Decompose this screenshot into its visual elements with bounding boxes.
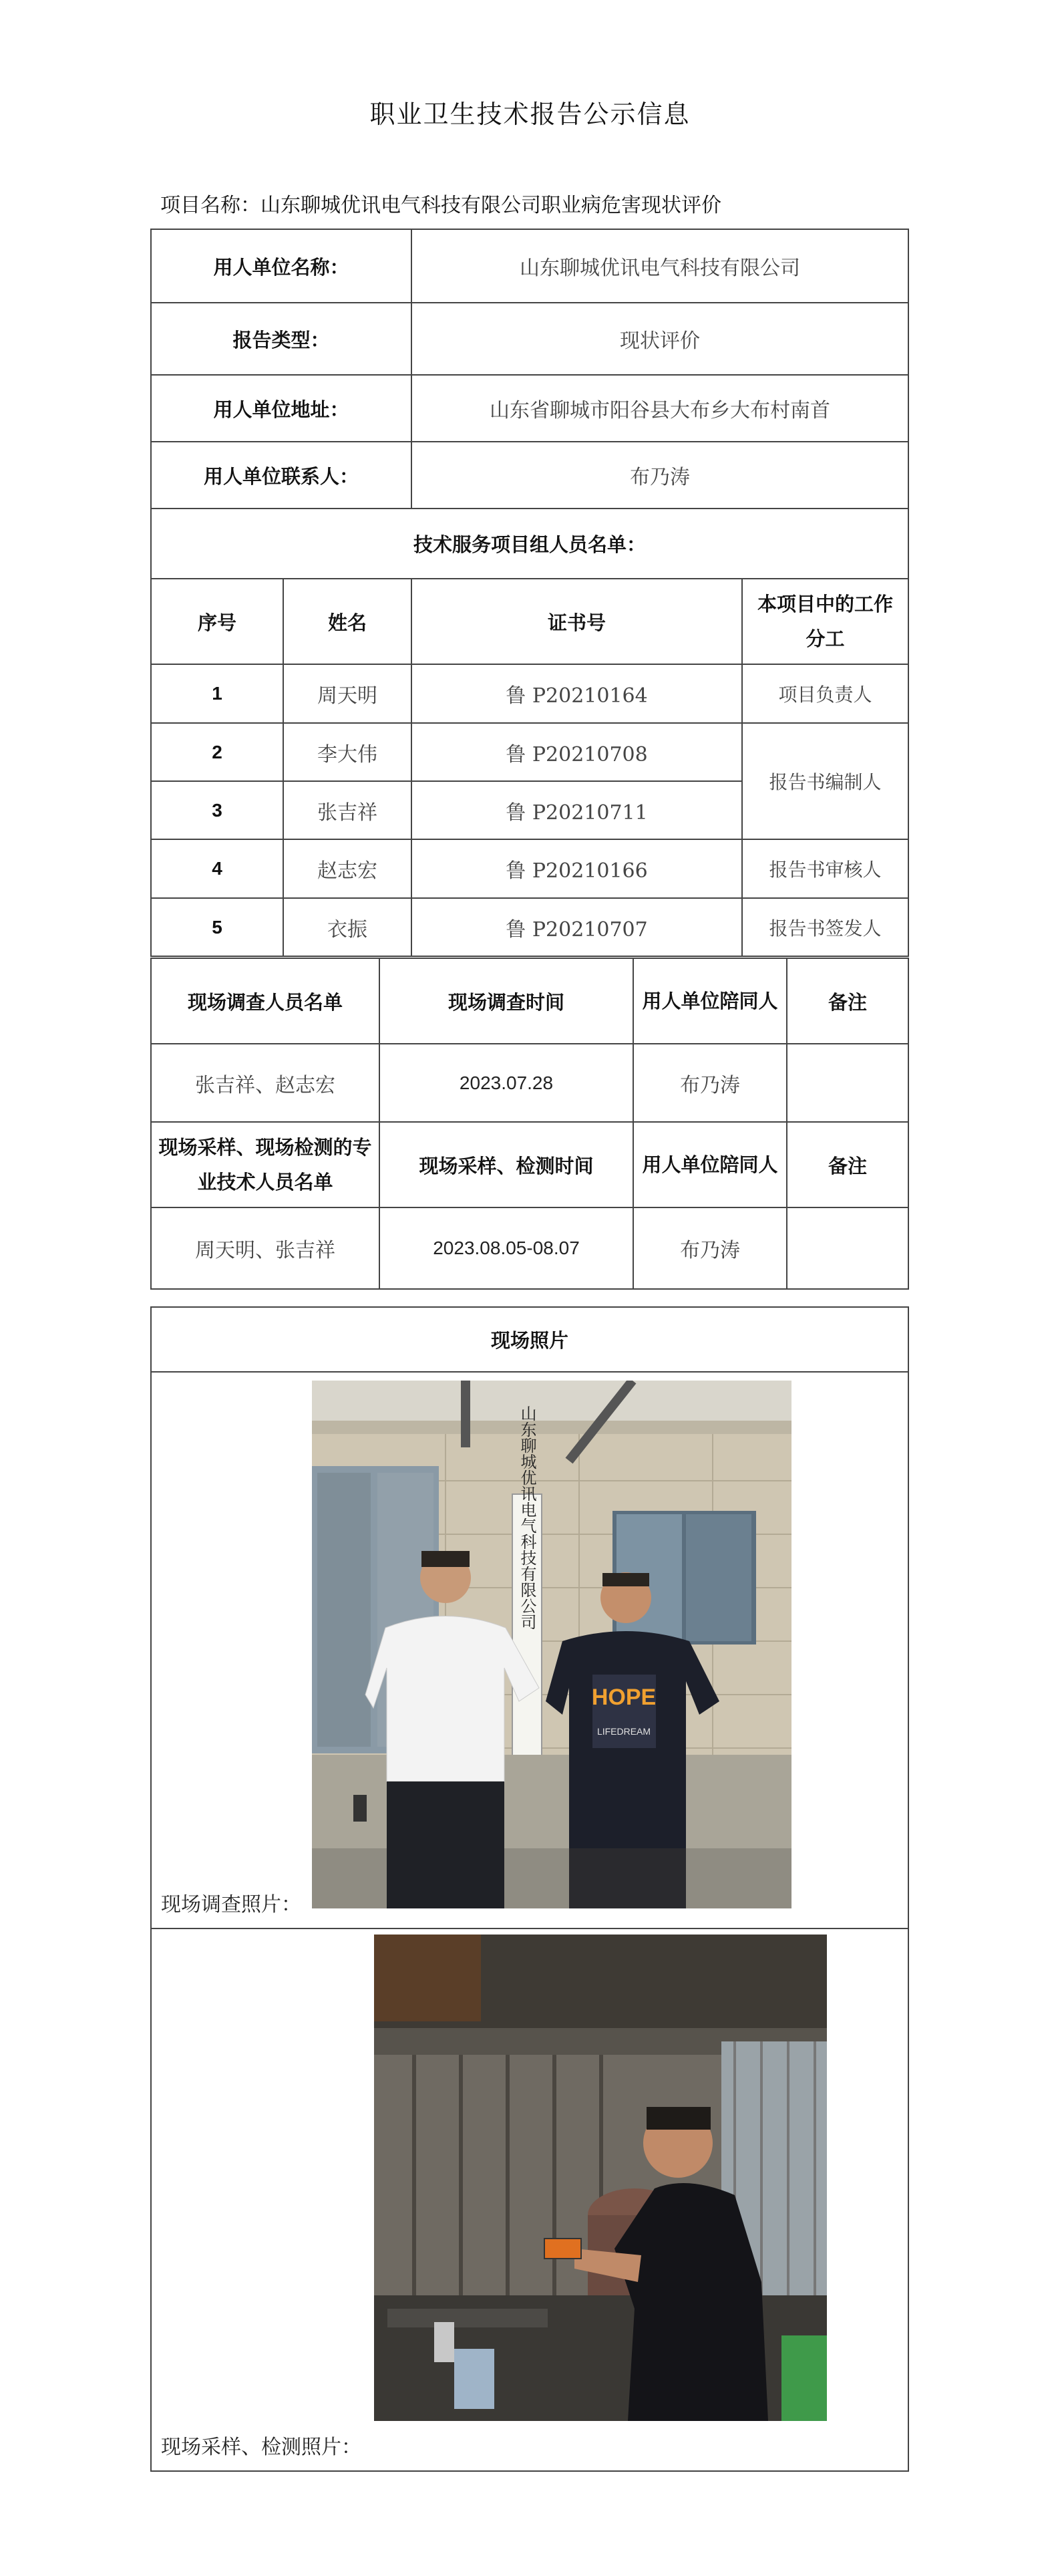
survey-header-time: 现场调查时间	[379, 958, 633, 1044]
table-row	[151, 898, 908, 956]
row-cert: 鲁 P20210708	[411, 723, 742, 781]
contact-label: 用人单位联系人：	[151, 442, 411, 509]
sampling-time: 2023.08.05-08.07	[379, 1207, 633, 1289]
sampling-people: 周天明、张吉祥	[151, 1207, 379, 1289]
sampling-note	[787, 1207, 908, 1289]
survey-escort: 布乃涛	[633, 1044, 787, 1122]
survey-header-row	[151, 958, 908, 1044]
page-title: 职业卫生技术报告公示信息	[369, 100, 691, 129]
survey-time: 2023.07.28	[379, 1044, 633, 1122]
row-role: 报告书签发人	[742, 898, 908, 956]
photo-heading: 现场照片	[151, 1307, 908, 1372]
sampling-header-note: 备注	[787, 1122, 908, 1207]
address-value: 山东省聊城市阳谷县大布乡大布村南首	[411, 375, 908, 442]
sampling-photo-image	[374, 1935, 827, 2421]
col-header-role: 本项目中的工作分工	[742, 579, 908, 664]
row-role: 报告书审核人	[742, 839, 908, 898]
report-type-value: 现状评价	[411, 303, 908, 375]
survey-header-people: 现场调查人员名单	[151, 958, 379, 1044]
employer-row	[151, 229, 908, 303]
row-role: 项目负责人	[742, 664, 908, 723]
table-row	[151, 723, 908, 781]
row-cert: 鲁 P20210166	[411, 839, 742, 898]
sampling-photo-row	[151, 1928, 908, 2471]
survey-photo-label: 现场调查照片：	[161, 1893, 301, 1916]
project-name: 项目名称：山东聊城优讯电气科技有限公司职业病危害现状评价	[160, 194, 721, 217]
row-no: 3	[151, 781, 283, 839]
row-no: 1	[151, 664, 283, 723]
survey-row	[151, 1044, 908, 1122]
table-row	[151, 664, 908, 723]
sampling-header-escort: 用人单位陪同人	[633, 1122, 787, 1207]
address-label: 用人单位地址：	[151, 375, 411, 442]
photo-heading-row	[151, 1307, 908, 1372]
row-name: 李大伟	[283, 723, 411, 781]
survey-photo-image	[312, 1381, 791, 1908]
survey-photo-cell	[151, 1372, 908, 1928]
col-header-no: 序号	[151, 579, 283, 664]
sampling-photo-cell	[151, 1928, 908, 2471]
sampling-header-people: 现场采样、现场检测的专业技术人员名单	[151, 1122, 379, 1207]
info-table	[150, 229, 909, 957]
row-cert: 鲁 P20210711	[411, 781, 742, 839]
survey-header-note: 备注	[787, 958, 908, 1044]
survey-note	[787, 1044, 908, 1122]
photo-table	[150, 1306, 909, 2472]
row-cert: 鲁 P20210164	[411, 664, 742, 723]
sampling-header-time: 现场采样、检测时间	[379, 1122, 633, 1207]
employer-label: 用人单位名称：	[151, 229, 411, 303]
survey-people: 张吉祥、赵志宏	[151, 1044, 379, 1122]
row-cert: 鲁 P20210707	[411, 898, 742, 956]
row-role: 报告书编制人	[742, 723, 908, 839]
survey-photo	[312, 1381, 791, 1913]
col-header-name: 姓名	[283, 579, 411, 664]
address-row	[151, 375, 908, 442]
contact-value: 布乃涛	[411, 442, 908, 509]
contact-row	[151, 442, 908, 509]
row-no: 2	[151, 723, 283, 781]
sampling-photo-label: 现场采样、检测照片：	[161, 2436, 361, 2459]
team-heading: 技术服务项目组人员名单：	[151, 509, 908, 579]
employer-value: 山东聊城优讯电气科技有限公司	[411, 229, 908, 303]
row-name: 赵志宏	[283, 839, 411, 898]
row-name: 周天明	[283, 664, 411, 723]
report-type-label: 报告类型：	[151, 303, 411, 375]
shirt-sub-text: LIFEDREAM	[596, 1726, 651, 1737]
col-header-cert: 证书号	[411, 579, 742, 664]
report-type-row	[151, 303, 908, 375]
survey-header-escort: 用人单位陪同人	[633, 958, 787, 1044]
row-no: 5	[151, 898, 283, 956]
sign-text: 山东聊城优讯电气科技有限公司	[518, 1405, 536, 1630]
row-name: 衣振	[283, 898, 411, 956]
sampling-row	[151, 1207, 908, 1289]
sampling-header-row	[151, 1122, 908, 1207]
table-row	[151, 839, 908, 898]
row-name: 张吉祥	[283, 781, 411, 839]
survey-table	[150, 958, 909, 1290]
sampling-photo	[374, 1935, 827, 2426]
survey-photo-row	[151, 1372, 908, 1928]
team-header-row	[151, 579, 908, 664]
team-heading-row	[151, 509, 908, 579]
shirt-text: HOPE	[591, 1685, 657, 1710]
sampling-escort: 布乃涛	[633, 1207, 787, 1289]
row-no: 4	[151, 839, 283, 898]
